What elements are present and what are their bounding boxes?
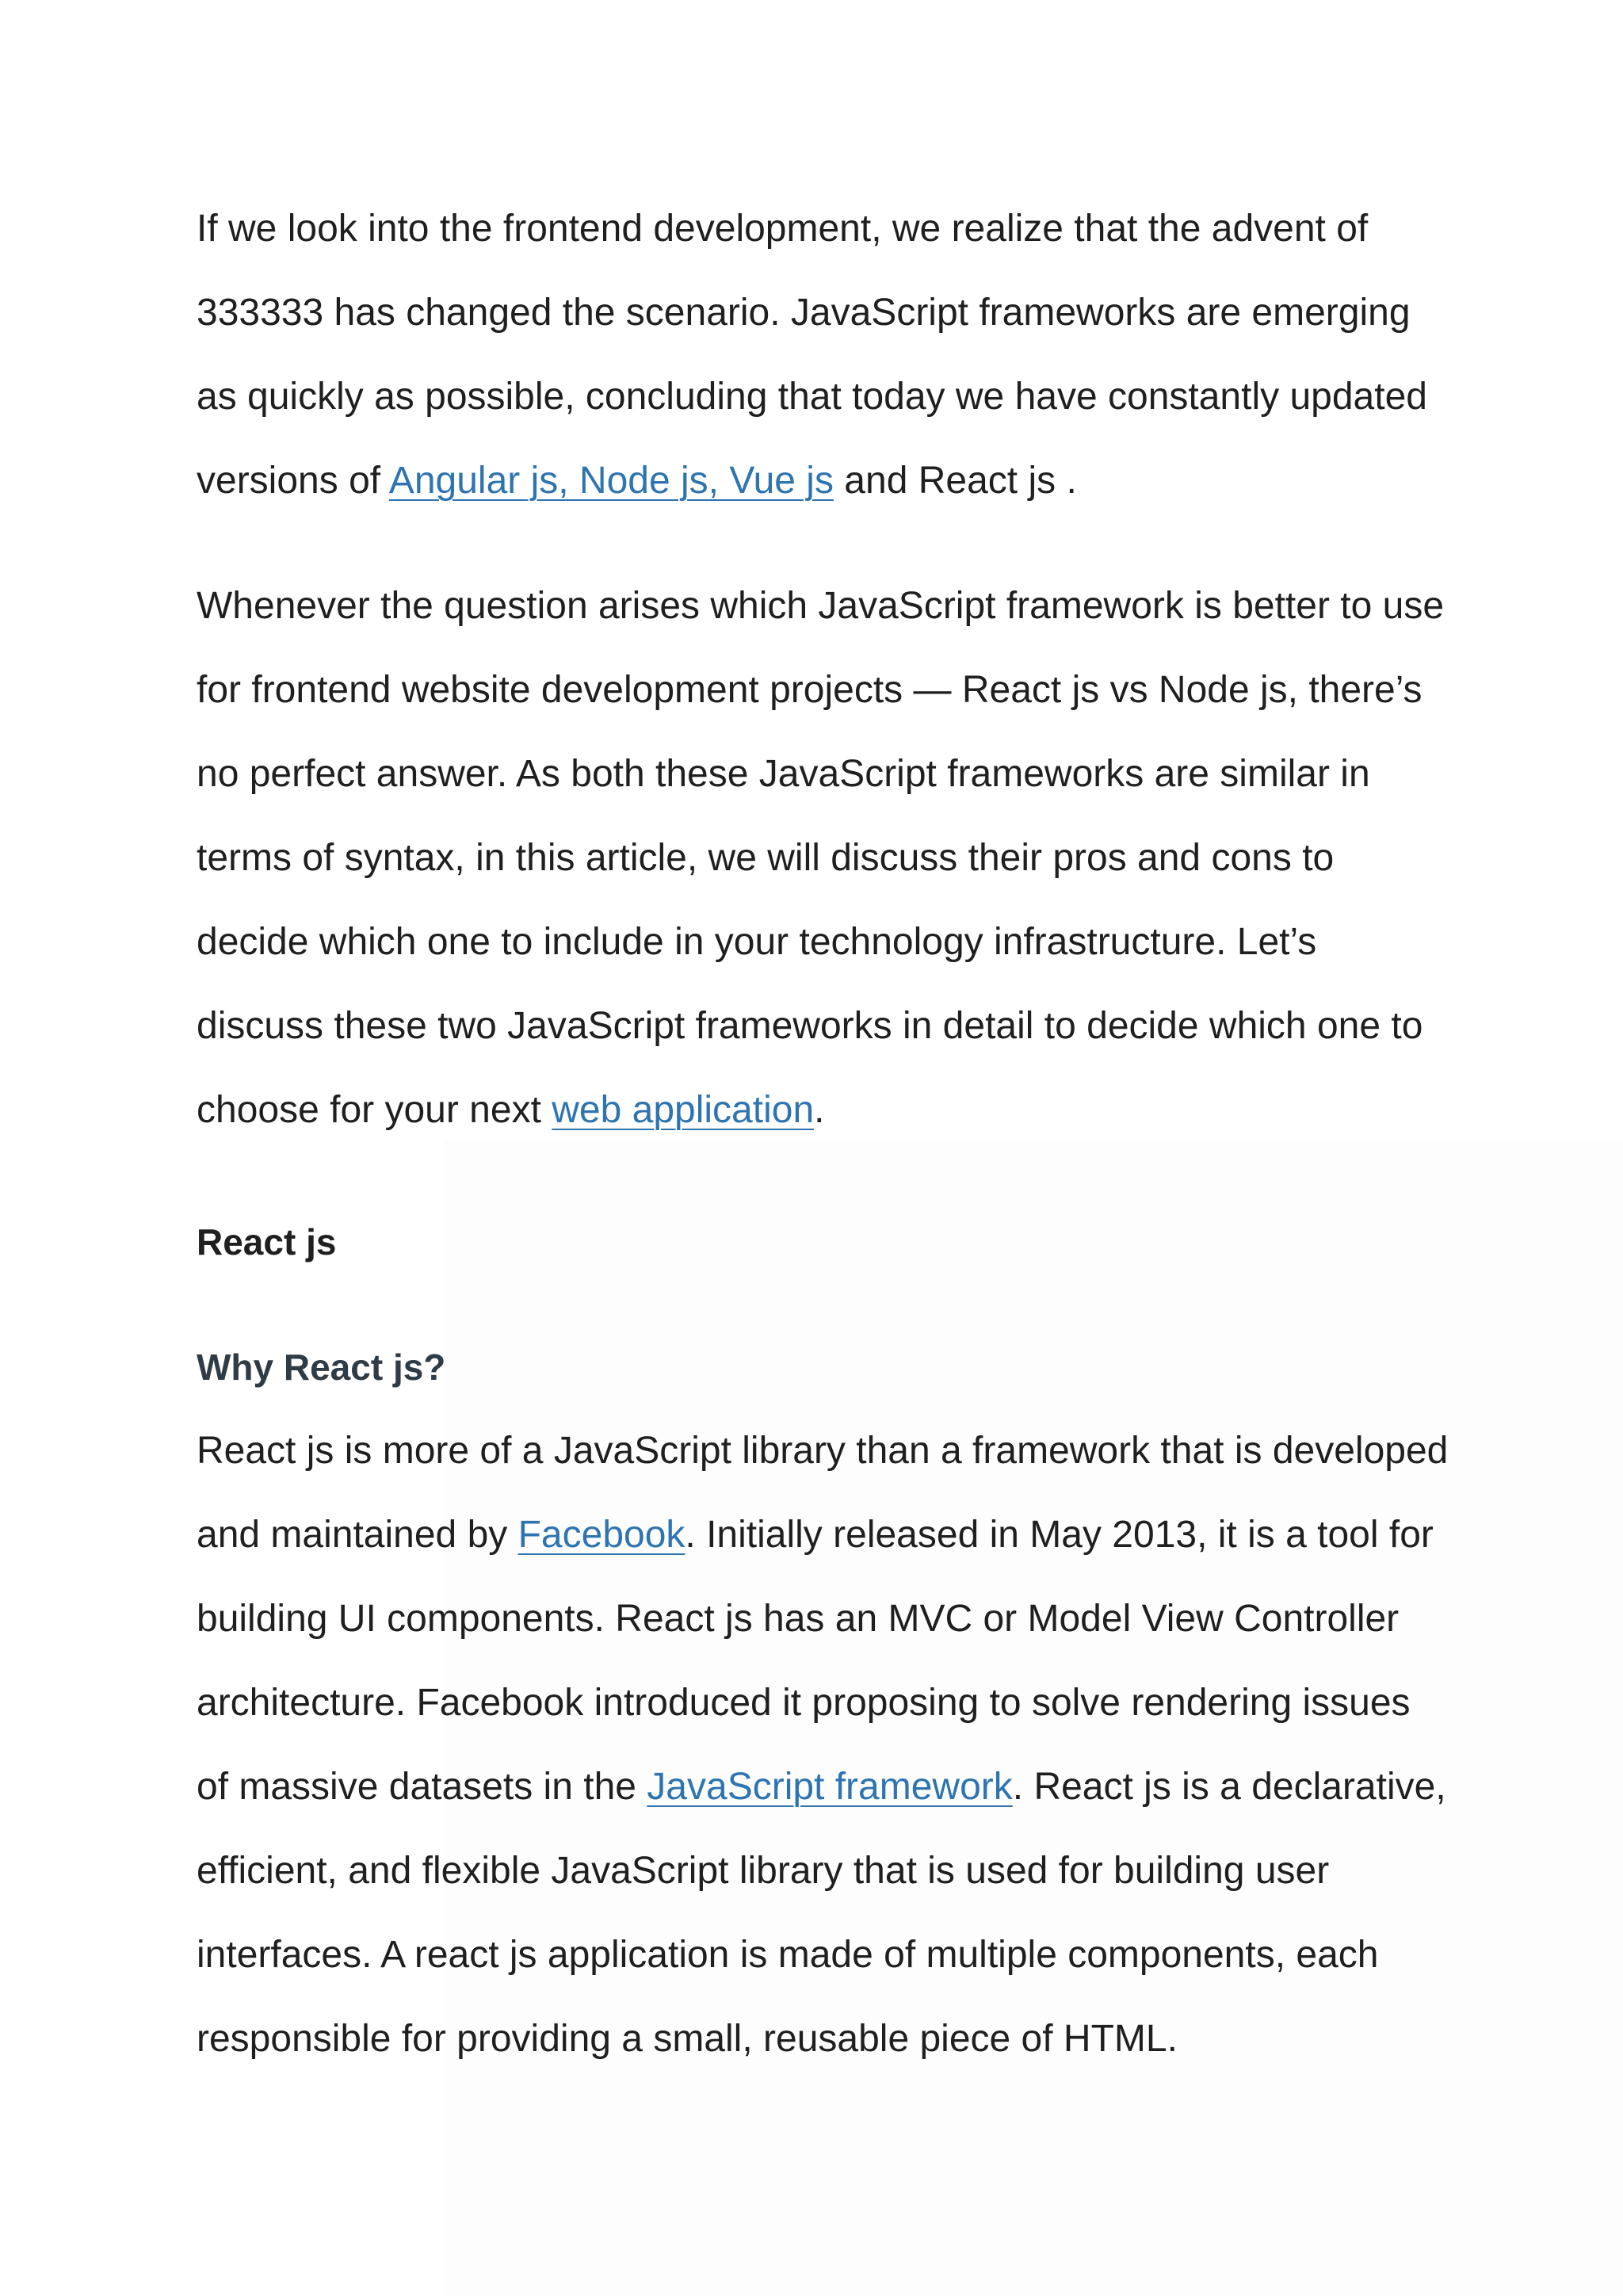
react-text-2: . Initially released in May 2013, it is a tool for building UI components. React js has an MVC or Model View Controller architecture. Facebook introduced it proposing to solve rendering issues of massive datasets in the [197,1514,1434,1808]
react-text-3: . React js is a declarative, efficient, and flexible JavaScript library that is used for building user interfaces. A react js application is made of multiple components, each responsible for providing a small, reusable piece of HTML. [197,1766,1446,2060]
react-text-1: React js is more of a JavaScript library than a framework that is developed and maintained by [197,1430,1449,1556]
article-body [197,187,1449,2081]
intro-text-after: and React js . [833,460,1077,502]
javascript-framework-link[interactable]: JavaScript framework [647,1766,1013,1808]
comparison-text-after: . [814,1089,825,1131]
comparison-text-before: Whenever the question arises which JavaScript framework is better to use for frontend website development projects — React js vs Node js, there’s no perfect answer. As both these JavaScript frameworks are similar in terms of syntax, in this article, we will discuss their pros and cons to decide which one to include in your technology infrastructure. Let’s discuss these two JavaScript frameworks in detail to decide which one to choose for your next [197,585,1445,1131]
web-application-link[interactable]: web application [552,1089,815,1131]
why-react-heading: Why React js? [197,1347,446,1388]
react-description-paragraph [197,1409,1449,2081]
comparison-paragraph [197,564,1449,1152]
frameworks-link[interactable]: Angular js, Node js, Vue js [388,460,834,502]
intro-text-before: If we look into the frontend development, we realize that the advent of 333333 has changed the scenario. JavaScript frameworks are emerging as quickly as possible, concluding that today we have constantly updated versions of [197,208,1427,502]
facebook-link[interactable]: Facebook [517,1514,685,1556]
intro-paragraph [197,187,1449,523]
react-js-heading: React js [197,1221,337,1263]
